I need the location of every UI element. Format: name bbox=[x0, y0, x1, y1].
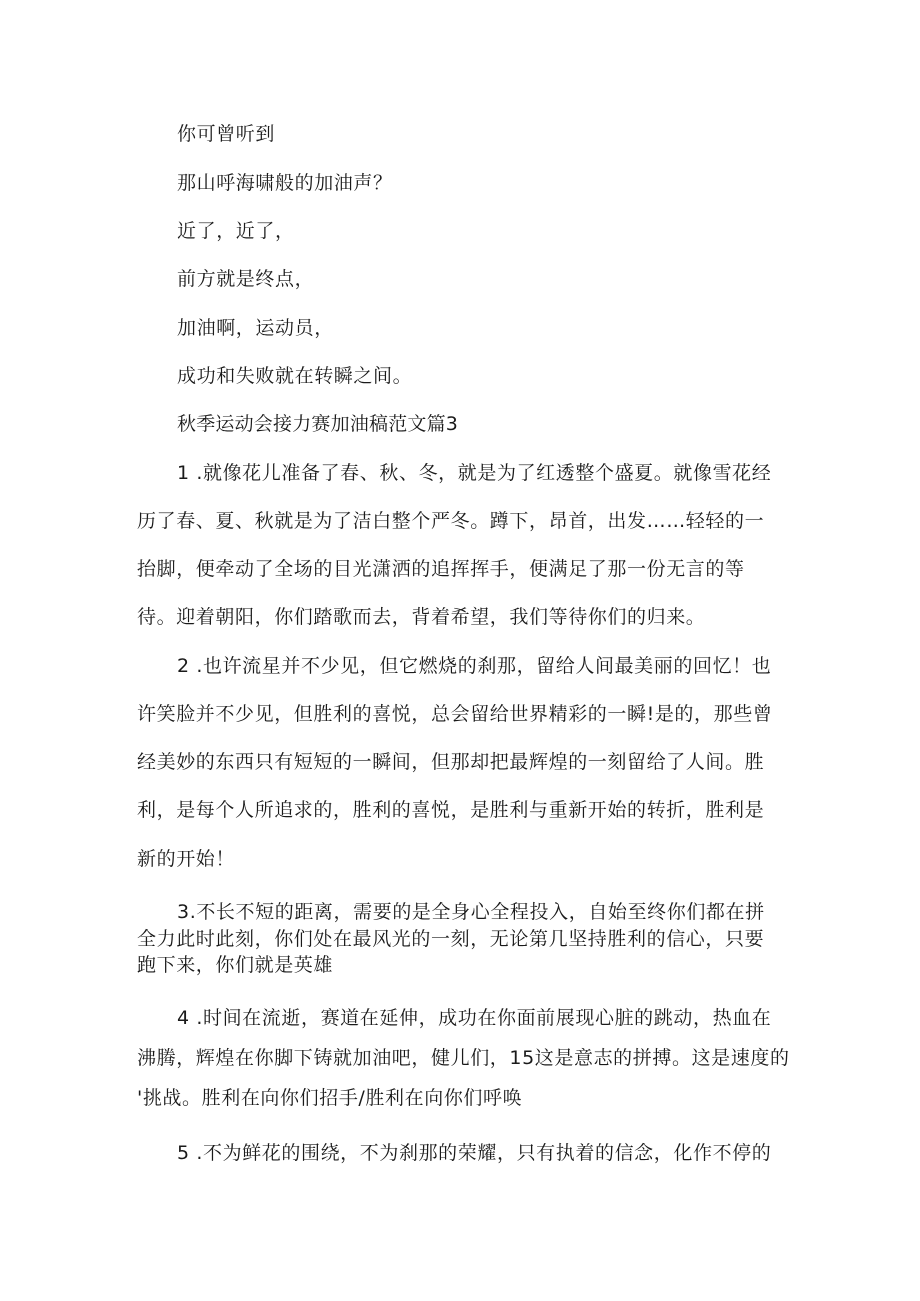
paragraph-line: 经美妙的东西只有短短的一瞬间，但那却把最辉煌的一刻留给了人间。胜 bbox=[137, 751, 765, 773]
poem-line: 加油啊，运动员， bbox=[177, 317, 334, 339]
poem-line: 那山呼海啸般的加油声？ bbox=[177, 172, 393, 194]
paragraph-line: 1 .就像花儿准备了春、秋、冬，就是为了红透整个盛夏。就像雪花经 bbox=[177, 462, 772, 484]
paragraph-line: 利，是每个人所追求的，胜利的喜悦，是胜利与重新开始的转折，胜利是 bbox=[137, 799, 765, 821]
paragraph-line: 待。迎着朝阳，你们踏歌而去，背着希望，我们等待你们的归来。 bbox=[137, 606, 706, 628]
paragraph-line: 全力此时此刻，你们处在最风光的一刻，无论第几坚持胜利的信心，只要 bbox=[137, 928, 765, 950]
paragraph-line: 3.不长不短的距离，需要的是全身心全程投入，自始至终你们都在拼 bbox=[177, 901, 765, 923]
paragraph-line: 5 .不为鲜花的围绕，不为刹那的荣耀，只有执着的信念，化作不停的 bbox=[177, 1142, 772, 1164]
poem-line: 你可曾听到 bbox=[177, 123, 276, 145]
section-title: 秋季运动会接力赛加油稿范文篇3 bbox=[177, 413, 459, 435]
paragraph-line: 跑下来，你们就是英雄 bbox=[137, 954, 334, 976]
paragraph-line: '挑战。胜利在向你们招手/胜利在向你们呼唤 bbox=[137, 1087, 523, 1109]
paragraph-line: 许笑脸并不少见，但胜利的喜悦，总会留给世界精彩的一瞬!是的，那些曾 bbox=[137, 703, 773, 725]
paragraph-line: 4 .时间在流逝，赛道在延伸，成功在你面前展现心脏的跳动，热血在 bbox=[177, 1007, 772, 1029]
paragraph-line: 抬脚，便牵动了全场的目光潇洒的追挥挥手，便满足了那一份无言的等 bbox=[137, 558, 745, 580]
paragraph-line: 新的开始！ bbox=[137, 848, 236, 870]
paragraph-line: 历了春、夏、秋就是为了洁白整个严冬。蹲下，昂首，出发……轻轻的一 bbox=[137, 510, 765, 532]
paragraph-line: 2 .也许流星并不少见，但它燃烧的刹那，留给人间最美丽的回忆！也 bbox=[177, 655, 772, 677]
poem-line: 前方就是终点， bbox=[177, 268, 315, 290]
poem-line: 成功和失败就在转瞬之间。 bbox=[177, 365, 413, 387]
paragraph-line: 沸腾，辉煌在你脚下铸就加油吧，健儿们，15这是意志的拼搏。这是速度的 bbox=[137, 1047, 790, 1069]
poem-line: 近了，近了， bbox=[177, 220, 295, 242]
